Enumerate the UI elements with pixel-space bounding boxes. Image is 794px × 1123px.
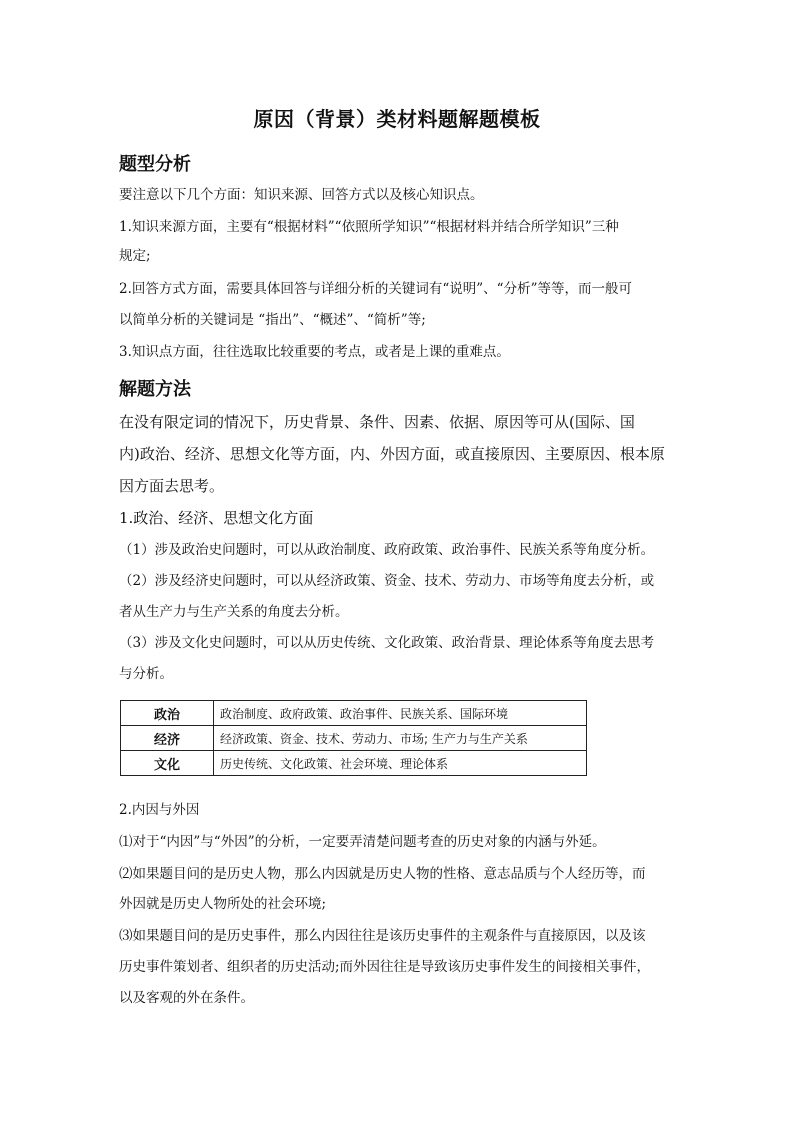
paragraph-line: 者从生产力与生产关系的角度去分析。 — [119, 604, 349, 620]
section-heading-question-analysis: 题型分析 — [119, 154, 191, 175]
paragraph-line: （2）涉及经济史问题时，可以从经济政策、资金、技术、劳动力、市场等角度去分析，或 — [119, 573, 655, 589]
table-cell-key: 经济 — [121, 726, 214, 751]
paragraph-line: 历史事件策划者、组织者的历史活动;而外因往往是导致该历史事件发生的间接相关事件， — [119, 959, 651, 975]
table-cell-key: 政治 — [121, 701, 214, 726]
paragraph-line: 规定; — [119, 248, 151, 264]
table-cell-key: 文化 — [121, 751, 214, 776]
subsection-heading: 2.内因与外因 — [119, 802, 200, 818]
paragraph-line: 因方面去思考。 — [119, 477, 225, 495]
paragraph-line: 外因就是历史人物所处的社会环境; — [119, 896, 327, 912]
table-cell-value: 政治制度、政府政策、政治事件、民族关系、国际环境 — [214, 701, 587, 726]
paragraph-line: （1）涉及政治史问题时，可以从政治制度、政府政策、政治事件、民族关系等角度分析。 — [119, 542, 655, 558]
paragraph-line: 内)政治、经济、思想文化等方面，内、外因方面，或直接原因、主要原因、根本原 — [119, 445, 665, 463]
table-row — [121, 701, 587, 726]
paragraph-line: 以简单分析的关键词是 “指出”、“概述”、“简析”等; — [119, 312, 426, 328]
paragraph-line: 与分析。 — [119, 666, 173, 682]
table-row — [121, 751, 587, 776]
table-cell-value: 经济政策、资金、技术、劳动力、市场; 生产力与生产关系 — [214, 726, 587, 751]
paragraph-line: 以及客观的外在条件。 — [119, 990, 254, 1006]
paragraph-line: （3）涉及文化史问题时，可以从历史传统、文化政策、政治背景、理论体系等角度去思考 — [119, 635, 655, 651]
paragraph-line: 要注意以下几个方面：知识来源、回答方式以及核心知识点。 — [119, 187, 484, 203]
section-heading-solution-method: 解题方法 — [119, 379, 191, 400]
paragraph-line: ⑶如果题目问的是历史事件，那么内因往往是该历史事件的主观条件与直接原因，以及该 — [119, 928, 646, 944]
paragraph-line: 2.回答方式方面，需要具体回答与详细分析的关键词有“说明”、“分析”等等，而一般可 — [119, 281, 632, 297]
table-row — [121, 726, 587, 751]
paragraph-line: 在没有限定词的情况下，历史背景、条件、因素、依据、原因等可从(国际、国 — [119, 413, 635, 431]
table-cell-value: 历史传统、文化政策、社会环境、理论体系 — [214, 751, 587, 776]
page-title: 原因（背景）类材料题解题模板 — [253, 107, 541, 131]
aspect-table — [120, 700, 587, 776]
paragraph-line: 1.知识来源方面，主要有“根据材料”“依照所学知识”“根据材料并结合所学知识”三种 — [119, 219, 619, 235]
paragraph-line: ⑴对于“内因”与“外因”的分析，一定要弄清楚问题考查的历史对象的内涵与外延。 — [119, 834, 606, 850]
paragraph-line: 3.知识点方面，往往选取比较重要的考点，或者是上课的重难点。 — [119, 344, 510, 360]
subsection-heading: 1.政治、经济、思想文化方面 — [119, 509, 314, 527]
paragraph-line: ⑵如果题目问的是历史人物，那么内因就是历史人物的性格、意志品质与个人经历等，而 — [119, 866, 646, 882]
